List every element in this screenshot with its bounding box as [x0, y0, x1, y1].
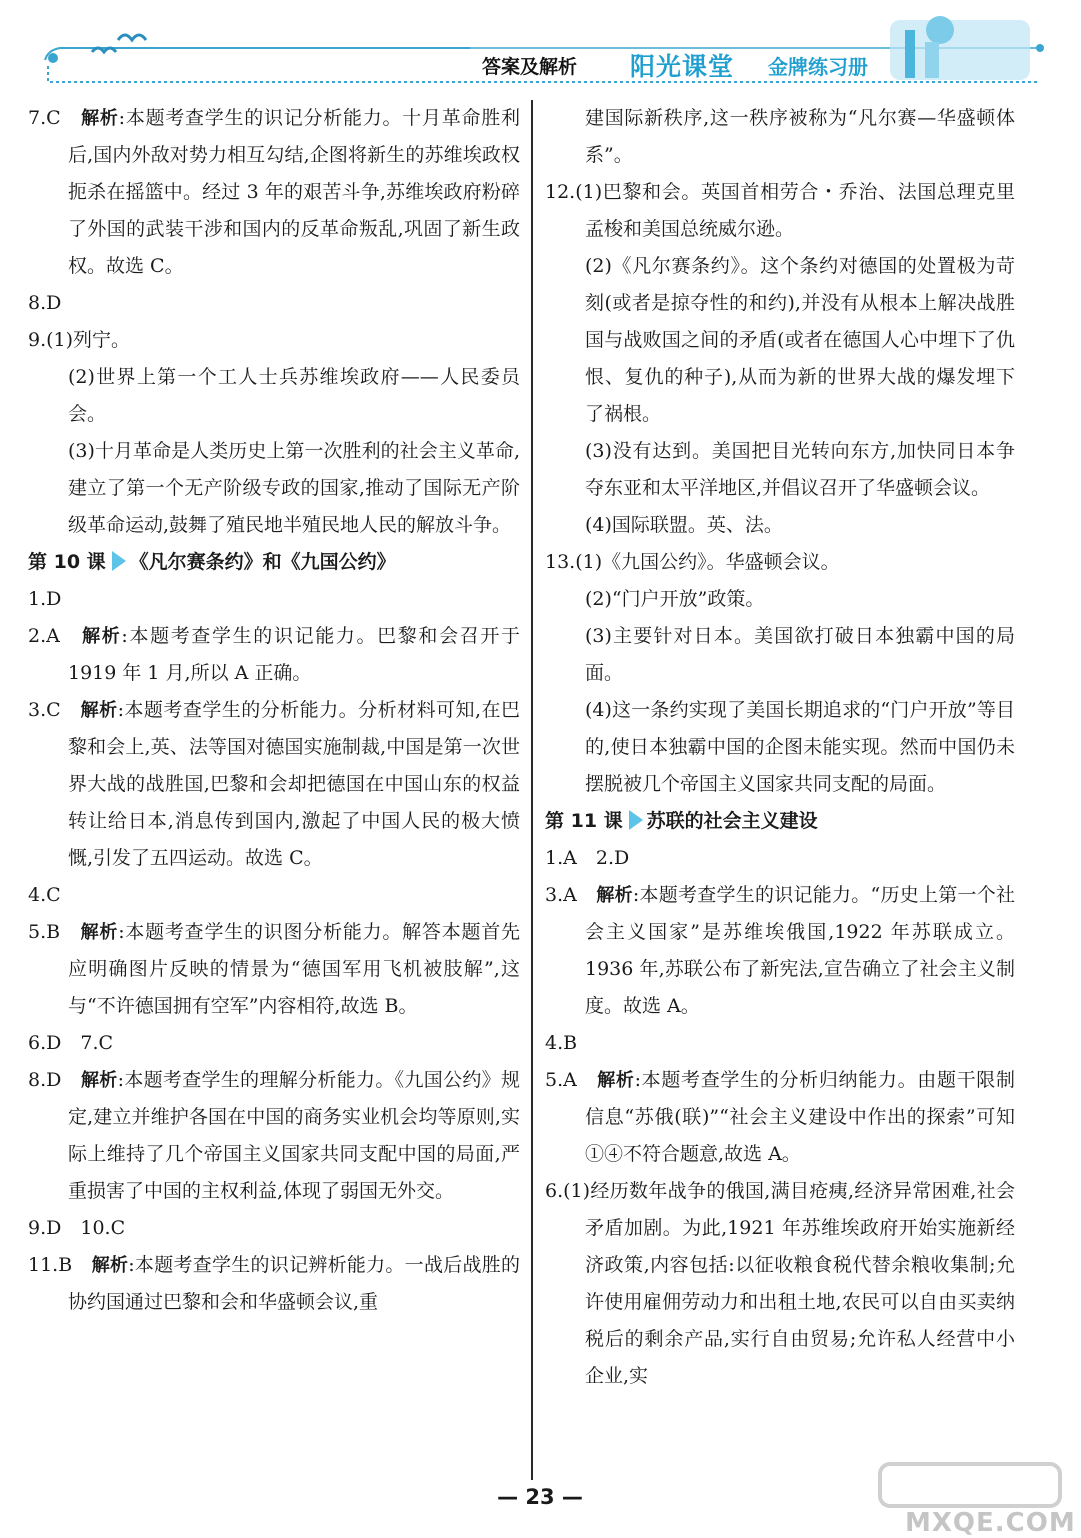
left-column: [28, 100, 520, 1321]
analysis-label: 解析: [597, 1070, 635, 1091]
chevron-right-icon: [629, 810, 643, 830]
lesson-heading: [545, 803, 1015, 840]
analysis-label: 解析: [82, 626, 122, 647]
answer-item: 4.C: [28, 884, 61, 906]
answer-subpart: (3)十月革命是人类历史上第一次胜利的社会主义革命,建立了第一个无产阶级专政的国家,推动了国际无产阶级革命运动,鼓舞了殖民地半殖民地人民的解放斗争。: [68, 440, 520, 536]
answer-item: 9.D 10.C: [28, 1217, 126, 1239]
answer-item: 1.A 2.D: [545, 847, 630, 869]
answer-subpart: 建国际新秩序,这一秩序被称为“凡尔赛—华盛顿体系”。: [585, 107, 1015, 166]
answer-subpart: (2)“门户开放”政策。: [585, 588, 765, 610]
analysis-label: 解析: [80, 700, 118, 721]
answer-item: 11.B 解析:本题考查学生的识记辨析能力。一战后战胜的协约国通过巴黎和会和华盛顿会议,重: [28, 1254, 521, 1313]
watermark-text: MXQE.COM: [905, 1508, 1076, 1538]
page-number: — 23 —: [497, 1485, 583, 1509]
answer-item: 3.C 解析:本题考查学生的分析能力。分析材料可知,在巴黎和会上,英、法等国对德国实施制裁,中国是第一次世界大战的战胜国,巴黎和会却把德国在中国山东的权益转让给日本,消息传到国内,激起了中国人民的极大愤慨,引发了五四运动。故选 C。: [28, 699, 520, 869]
answer-item: 3.A 解析:本题考查学生的识记能力。“历史上第一个社会主义国家”是苏维埃俄国,1922 年苏联成立。1936 年,苏联公布了新宪法,宣告确立了社会主义制度。故选 A。: [545, 884, 1016, 1017]
answer-item: 12.(1)巴黎和会。英国首相劳合・乔治、法国总理克里孟梭和美国总统威尔逊。: [545, 181, 1015, 240]
header-series: 金牌练习册: [768, 55, 868, 79]
answer-item: 6.(1)经历数年战争的俄国,满目疮痍,经济异常困难,社会矛盾加剧。为此,1921 年苏维埃政府开始实施新经济政策,内容包括:以征收粮食税代替余粮收集制;允许使用雇佣劳动力和出租土地,农民可以自由买卖纳税后的剩余产品,实行自由贸易;允许私人经营中小企业,实: [545, 1180, 1015, 1387]
answer-item: 8.D 解析:本题考查学生的理解分析能力。《九国公约》规定,建立并维护各国在中国的商务实业机会均等原则,实际上维持了几个帝国主义国家共同支配中国的局面,严重损害了中国的主权利益,体现了弱国无外交。: [28, 1069, 520, 1202]
chevron-right-icon: [112, 551, 126, 571]
analysis-label: 解析: [80, 1070, 118, 1091]
lesson-heading: [28, 544, 520, 581]
seagull-icon: [118, 35, 146, 40]
answer-item: 13.(1)《九国公约》。华盛顿会议。: [545, 551, 840, 573]
answer-subpart: (2)《凡尔赛条约》。这个条约对德国的处置极为苛刻(或者是掠夺性的和约),并没有从根本上解决战胜国与战败国之间的矛盾(或者在德国人心中埋下了仇恨、复仇的种子),从而为新的世界大战的爆发埋下了祸根。: [585, 255, 1015, 425]
lesson-title: 苏联的社会主义建设: [646, 810, 818, 832]
answer-item: 9.(1)列宁。: [28, 329, 131, 351]
answer-item: 8.D: [28, 292, 62, 314]
answer-item: 5.B 解析:本题考查学生的识图分析能力。解答本题首先应明确图片反映的情景为“德国军用飞机被肢解”,这与“不许德国拥有空军”内容相符,故选 B。: [28, 921, 521, 1017]
analysis-label: 解析: [596, 885, 633, 906]
answer-subpart: (4)国际联盟。英、法。: [585, 514, 783, 536]
column-divider: [531, 100, 533, 1480]
answer-item: 5.A 解析:本题考查学生的分析归纳能力。由题干限制信息“苏俄(联)”“社会主义建设中作出的探索”可知①④不符合题意,故选 A。: [545, 1069, 1015, 1165]
lesson-number: 第 11 课: [545, 810, 623, 832]
answer-subpart: (4)这一条约实现了美国长期追求的“门户开放”等目的,使日本独霸中国的企图未能实现。然而中国仍未摆脱被几个帝国主义国家共同支配的局面。: [585, 699, 1015, 795]
answer-item: 2.A 解析:本题考查学生的识记能力。巴黎和会召开于 1919 年 1 月,所以 A 正确。: [28, 625, 520, 684]
answer-subpart: (2)世界上第一个工人士兵苏维埃政府——人民委员会。: [68, 366, 520, 425]
answer-item: 1.D: [28, 588, 62, 610]
answer-subpart: (3)主要针对日本。美国欲打破日本独霸中国的局面。: [585, 625, 1015, 684]
analysis-label: 解析: [81, 108, 119, 129]
header-brand: 阳光课堂: [630, 52, 735, 81]
answer-subpart: (3)没有达到。美国把目光转向东方,加快同日本争夺东亚和太平洋地区,并倡议召开了华盛顿会议。: [585, 440, 1015, 499]
answer-item: 7.C 解析:本题考查学生的识记分析能力。十月革命胜利后,国内外敌对势力相互勾结,企图将新生的苏维埃政权扼杀在摇篮中。经过 3 年的艰苦斗争,苏维埃政府粉碎了外国的武装干涉和国内的反革命叛乱,巩固了新生政权。故选 C。: [28, 107, 521, 277]
analysis-label: 解析: [91, 1255, 129, 1276]
right-column: [545, 100, 1015, 1395]
answer-item: 6.D 7.C: [28, 1032, 114, 1054]
lesson-title: 《凡尔赛条约》和《九国公约》: [129, 551, 396, 573]
lesson-number: 第 10 课: [28, 551, 106, 573]
analysis-label: 解析: [80, 922, 119, 943]
answer-item: 4.B: [545, 1032, 578, 1054]
header-label: 答案及解析: [482, 56, 578, 78]
page-header: [0, 0, 1081, 92]
